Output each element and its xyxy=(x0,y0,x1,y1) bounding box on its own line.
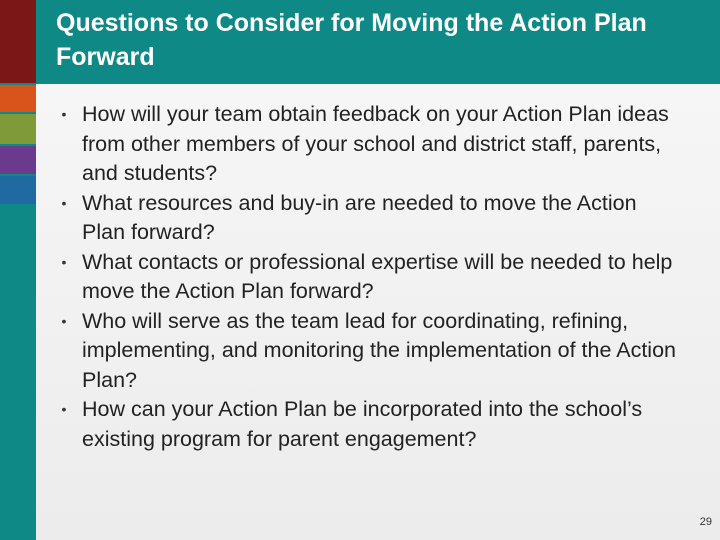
bullet-item xyxy=(36,100,676,189)
page-number: 29 xyxy=(699,516,712,528)
accent-block-green xyxy=(0,114,36,144)
accent-block-blue xyxy=(0,176,36,204)
bullet-list xyxy=(36,100,676,454)
bullet-text: What contacts or professional expertise will be needed to help move the Action Plan forward? xyxy=(82,249,673,303)
slide-title: Questions to Consider for Moving the Action Plan Forward xyxy=(56,9,647,71)
bullet-icon: • xyxy=(61,106,67,122)
bullet-icon: • xyxy=(61,253,67,270)
bullet-item xyxy=(36,248,676,307)
bullet-item xyxy=(36,307,676,396)
bullet-icon: • xyxy=(61,401,67,417)
bullet-text: Who will serve as the team lead for coordinating, refining, implementing, and monitoring the implementation of the Action Plan? xyxy=(82,308,676,392)
bullet-item xyxy=(36,395,676,454)
bullet-icon: • xyxy=(61,194,67,211)
bullet-icon: • xyxy=(61,312,67,329)
bullet-text: How can your Action Plan be incorporated into the school’s existing program for parent engagement? xyxy=(82,397,643,451)
accent-block-orange xyxy=(0,85,36,112)
slide-content xyxy=(36,84,720,540)
accent-block-purple xyxy=(0,146,36,174)
bullet-text: How will your team obtain feedback on your Action Plan ideas from other members of your school and district staff, parents, and students? xyxy=(82,102,669,185)
slide-header xyxy=(36,0,720,84)
bullet-item xyxy=(36,189,676,248)
accent-block-dark-red xyxy=(0,0,36,83)
bullet-text: What resources and buy-in are needed to move the Action Plan forward? xyxy=(82,190,637,244)
